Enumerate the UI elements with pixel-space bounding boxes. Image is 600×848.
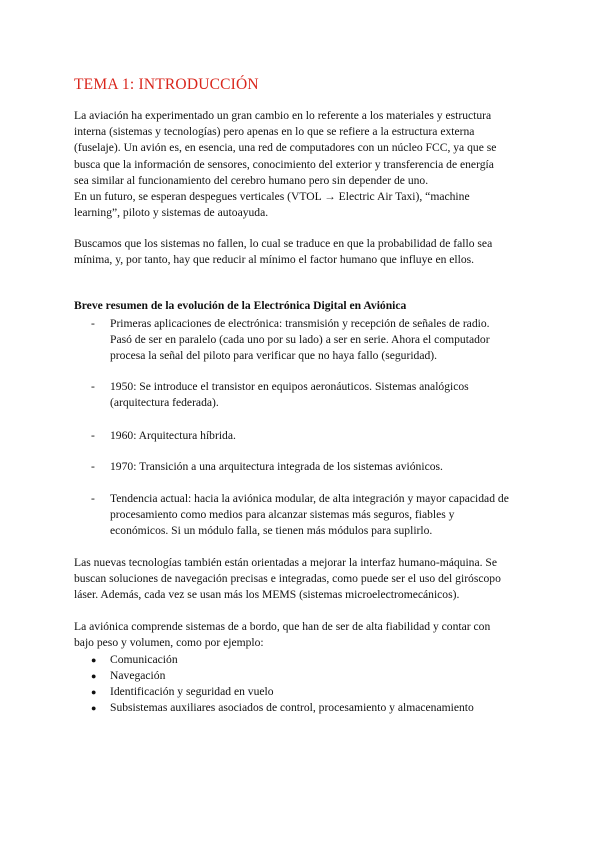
- text-line: 1950: Se introduce el transistor en equipos aeronáuticos. Sistemas analógicos: [110, 380, 469, 393]
- list-item-text: Identificación y seguridad en vuelo: [110, 685, 274, 698]
- list-item: [74, 668, 530, 684]
- text-line: La aviación ha experimentado un gran cambio en lo referente a los materiales y estructura: [74, 109, 492, 122]
- text-line: económicos. Si un módulo falla, se tienen más módulos para suplirlo.: [110, 524, 433, 538]
- bullet-marker: ●: [91, 703, 97, 713]
- text-line: 1960: Arquitectura híbrida.: [110, 429, 236, 442]
- text-line: sea similar al funcionamiento del cerebro humano pero sin depender de uno.: [74, 173, 429, 187]
- text-line: En un futuro, se esperan despegues verticales (VTOL → Electric Air Taxi), “machine: [74, 190, 470, 204]
- dash-marker: -: [91, 460, 95, 473]
- text-line: Pasó de ser en paralelo (cada uno por su lado) a ser en serie. Ahora el computador: [110, 333, 490, 347]
- bullet-marker: ●: [91, 655, 97, 665]
- text-line: (fuselaje). Un avión es, en esencia, una red de computadores con un núcleo FCC, ya que se: [74, 141, 497, 155]
- list-item: [74, 684, 530, 700]
- text-line: learning”, piloto y sistemas de autoayuda.: [74, 206, 269, 220]
- hmi-paragraph: [74, 555, 530, 604]
- text-line: busca que la información de sensores, conocimiento del exterior y transferencia de energía: [74, 157, 494, 171]
- text-line: procesa la señal del piloto para verificar que no haya fallo (seguridad).: [110, 349, 438, 363]
- text-line: Las nuevas tecnologías también están orientadas a mejorar la interfaz humano-máquina. Se: [74, 556, 498, 569]
- bullet-marker: ●: [91, 687, 97, 697]
- dash-marker: -: [91, 380, 95, 393]
- dash-marker: -: [91, 492, 95, 505]
- dash-marker: -: [91, 317, 95, 330]
- text-line: mínima, y, por tanto, hay que reducir al mínimo el factor humano que influye en ellos.: [74, 253, 475, 267]
- text-line: (arquitectura federada).: [110, 396, 219, 410]
- text-line: Tendencia actual: hacia la aviónica modular, de alta integración y mayor capacidad de: [110, 492, 509, 505]
- list-item: [74, 652, 530, 668]
- text-line: La aviónica comprende sistemas de a bordo, que han de ser de alta fiabilidad y contar con: [74, 620, 491, 633]
- intro-paragraph: [74, 108, 530, 221]
- dash-marker: -: [91, 429, 95, 442]
- bullet-marker: ●: [91, 671, 97, 681]
- section-heading: Breve resumen de la evolución de la Electrónica Digital en Aviónica: [74, 299, 407, 312]
- page-title: TEMA 1: INTRODUCCIÓN: [74, 76, 259, 93]
- text-line: 1970: Transición a una arquitectura integrada de los sistemas aviónicos.: [110, 460, 443, 473]
- text-line: interna (sistemas y tecnologías) pero apenas en lo que se refiere a la estructura externa: [74, 125, 475, 139]
- text-line: Buscamos que los sistemas no fallen, lo cual se traduce en que la probabilidad de fallo sea: [74, 237, 493, 250]
- list-item: [74, 700, 530, 716]
- list-item-text: Subsistemas auxiliares asociados de control, procesamiento y almacenamiento: [110, 701, 474, 714]
- text-line: Primeras aplicaciones de electrónica: transmisión y recepción de señales de radio.: [110, 317, 490, 330]
- text-line: procesamiento como medios para alcanzar sistemas más seguros, fiables y: [110, 508, 455, 522]
- text-line: bajo peso y volumen, como por ejemplo:: [74, 636, 264, 650]
- reliability-paragraph: [74, 236, 530, 268]
- list-item-text: Navegación: [110, 669, 166, 682]
- avionics-paragraph: [74, 619, 530, 651]
- list-item-text: Comunicación: [110, 653, 178, 666]
- text-line: láser. Además, cada vez se usan más los MEMS (sistemas microelectromecánicos).: [74, 588, 460, 602]
- text-line: buscan soluciones de navegación precisas e integradas, como puede ser el uso del giróscopo: [74, 572, 501, 586]
